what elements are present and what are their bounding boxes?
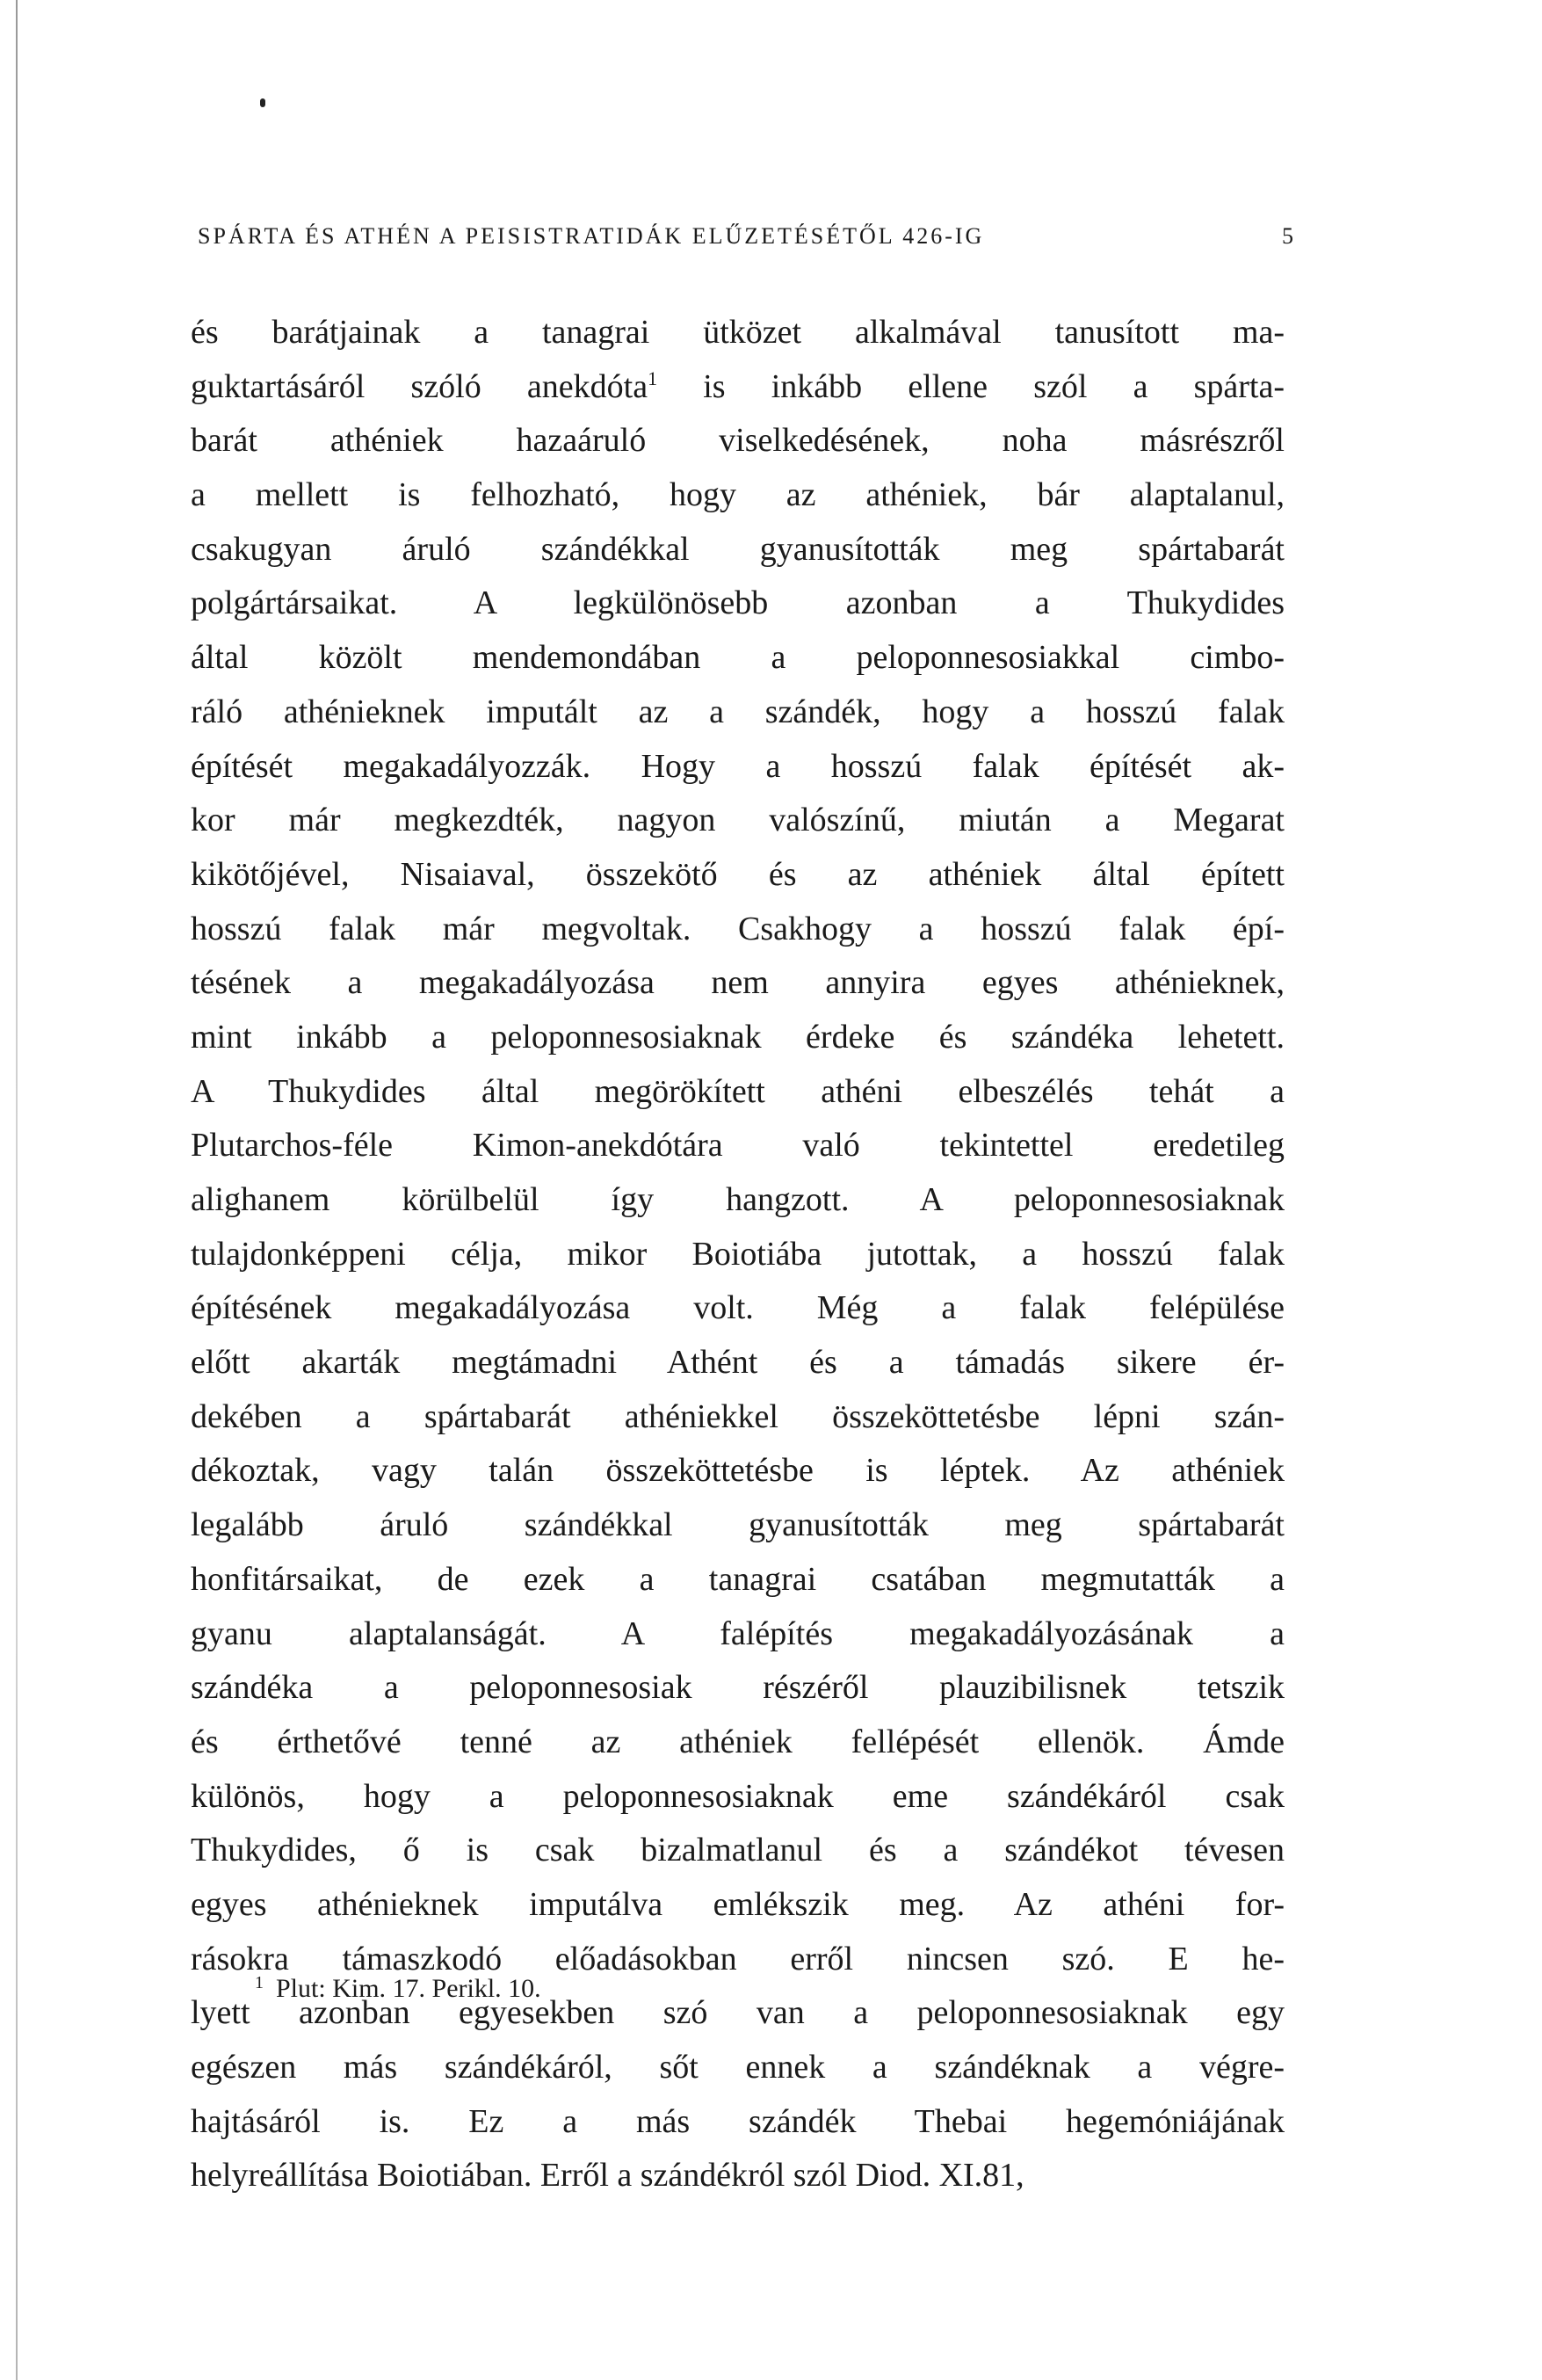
text-line-content: kikötőjével, Nisaiaval, összekötő és az athéniek által épített xyxy=(191,855,1285,893)
text-line xyxy=(191,360,1285,415)
text-line-content: által közölt mendemondában a peloponnesosiakkal cimbo- xyxy=(191,639,1285,677)
text-line-content: dékoztak, vagy talán összeköttetésbe is léptek. Az athéniek xyxy=(191,1452,1285,1490)
text-line-content: legalább áruló szándékkal gyanusították meg spártabarát xyxy=(191,1506,1285,1544)
body-text xyxy=(191,306,1285,2203)
text-line xyxy=(191,414,1285,468)
text-line xyxy=(191,740,1285,795)
text-line-content: szándéka a peloponnesosiak részéről plauzibilisnek tetszik xyxy=(191,1669,1285,1707)
text-line-content: egyes athénieknek imputálva emlékszik meg. Az athéni for- xyxy=(191,1885,1285,1923)
text-line xyxy=(191,956,1285,1011)
text-line-content: kor már megkezdték, nagyon valószínű, miután a Megarat xyxy=(191,802,1285,839)
footnote-text: Plut: Kim. 17. Perikl. 10. xyxy=(276,1974,541,2003)
text-line xyxy=(191,1119,1285,1173)
text-line-content: A Thukydides által megörökített athéni elbeszélés tehát a xyxy=(191,1072,1285,1110)
text-line-content: tulajdonképpeni célja, mikor Boiotiába jutottak, a hosszú falak xyxy=(191,1235,1285,1273)
text-line-content: építését megakadályozzák. Hogy a hosszú falak építését ak- xyxy=(191,747,1285,785)
text-line-content: helyreállítása Boiotiában. Erről a szándékról szól Diod. XI.81, xyxy=(191,2157,1024,2195)
text-line-content: előtt akarták megtámadni Athént és a támadás sikere ér- xyxy=(191,1344,1285,1382)
footnote-reference: 1 xyxy=(648,366,658,389)
text-line xyxy=(191,1065,1285,1120)
text-line-content: építésének megakadályozása volt. Még a falak felépülése xyxy=(191,1289,1285,1327)
text-line xyxy=(191,1770,1285,1825)
text-line-content: ráló athénieknek imputált az a szándék, hogy a hosszú falak xyxy=(191,693,1285,730)
text-line-content: tésének a megakadályozása nem annyira egyes athénieknek, xyxy=(191,964,1285,1002)
text-line xyxy=(191,1173,1285,1228)
ink-speck xyxy=(260,98,265,107)
text-line xyxy=(191,1336,1285,1390)
text-line-content: Plutarchos-féle Kimon-anekdótára való tekintettel eredetileg xyxy=(191,1127,1285,1165)
text-line-content: hajtásáról is. Ez a más szándék Thebai hegemóniájának xyxy=(191,2102,1285,2140)
text-line-content: honfitársaikat, de ezek a tanagrai csatában megmutatták a xyxy=(191,1560,1285,1598)
scan-edge-shadow xyxy=(16,0,18,2380)
text-line-content: egészen más szándékáról, sőt ennek a szándéknak a végre- xyxy=(191,2049,1285,2086)
footnote xyxy=(255,1973,541,2004)
text-line xyxy=(191,848,1285,903)
text-line-content: mint inkább a peloponnesosiaknak érdeke és szándéka lehetett. xyxy=(191,1018,1285,1056)
text-line-content: guktartásáról szóló anekdóta xyxy=(191,367,648,405)
text-line-content: lyett azonban egyesekben szó van a peloponnesosiaknak egy xyxy=(191,1994,1285,2032)
text-line xyxy=(191,2095,1285,2150)
text-line-content: dekében a spártabarát athéniekkel összeköttetésbe lépni szán- xyxy=(191,1397,1285,1435)
text-line xyxy=(191,1444,1285,1498)
text-line xyxy=(191,2041,1285,2095)
text-line xyxy=(191,1878,1285,1933)
text-line xyxy=(191,1607,1285,1662)
text-line xyxy=(191,1498,1285,1553)
footnote-mark: 1 xyxy=(255,1973,264,1992)
text-line-content: hosszú falak már megvoltak. Csakhogy a hosszú falak épí- xyxy=(191,910,1285,947)
text-line-content: csakugyan áruló szándékkal gyanusították meg spártabarát xyxy=(191,530,1285,568)
text-line xyxy=(191,1824,1285,1878)
text-line-content: és érthetővé tenné az athéniek fellépését ellenök. Ámde xyxy=(191,1723,1285,1760)
text-line xyxy=(191,1011,1285,1065)
text-line xyxy=(191,1281,1285,1336)
text-line-content: alighanem körülbelül így hangzott. A peloponnesosiaknak xyxy=(191,1181,1285,1218)
text-line-content: rásokra támaszkodó előadásokban erről nincsen szó. E he- xyxy=(191,1940,1285,1977)
running-head xyxy=(198,223,1296,250)
text-line-content: Thukydides, ő is csak bizalmatlanul és a szándékot tévesen xyxy=(191,1832,1285,1869)
text-line xyxy=(191,1390,1285,1445)
text-line-content: polgártársaikat. A legkülönösebb azonban a Thukydides xyxy=(191,584,1285,622)
text-line-content: a mellett is felhozható, hogy az athéniek, bár alaptalanul, xyxy=(191,476,1285,514)
text-line-continuation: is inkább ellene szól a spárta- xyxy=(657,367,1285,405)
text-line xyxy=(191,468,1285,523)
text-line xyxy=(191,1553,1285,1607)
text-line xyxy=(191,631,1285,686)
text-line-content: és barátjainak a tanagrai ütközet alkalmával tanusított ma- xyxy=(191,314,1285,351)
text-line xyxy=(191,1661,1285,1716)
text-line xyxy=(191,794,1285,848)
text-line xyxy=(191,1228,1285,1282)
text-line-content: barát athéniek hazaáruló viselkedésének, noha másrészről xyxy=(191,422,1285,460)
page-number: 5 xyxy=(1282,223,1296,249)
text-line xyxy=(191,523,1285,577)
text-line xyxy=(191,2149,1285,2203)
text-line xyxy=(191,903,1285,957)
text-line-content: különös, hogy a peloponnesosiaknak eme szándékáról csak xyxy=(191,1777,1285,1815)
text-line-content: gyanu alaptalanságát. A falépítés megakadályozásának a xyxy=(191,1614,1285,1652)
text-line xyxy=(191,1716,1285,1770)
text-line xyxy=(191,577,1285,631)
text-line xyxy=(191,306,1285,360)
running-head-title: SPÁRTA ÉS ATHÉN A PEISISTRATIDÁK ELŰZETÉSÉTŐL 426-IG xyxy=(198,223,985,249)
text-line xyxy=(191,686,1285,740)
